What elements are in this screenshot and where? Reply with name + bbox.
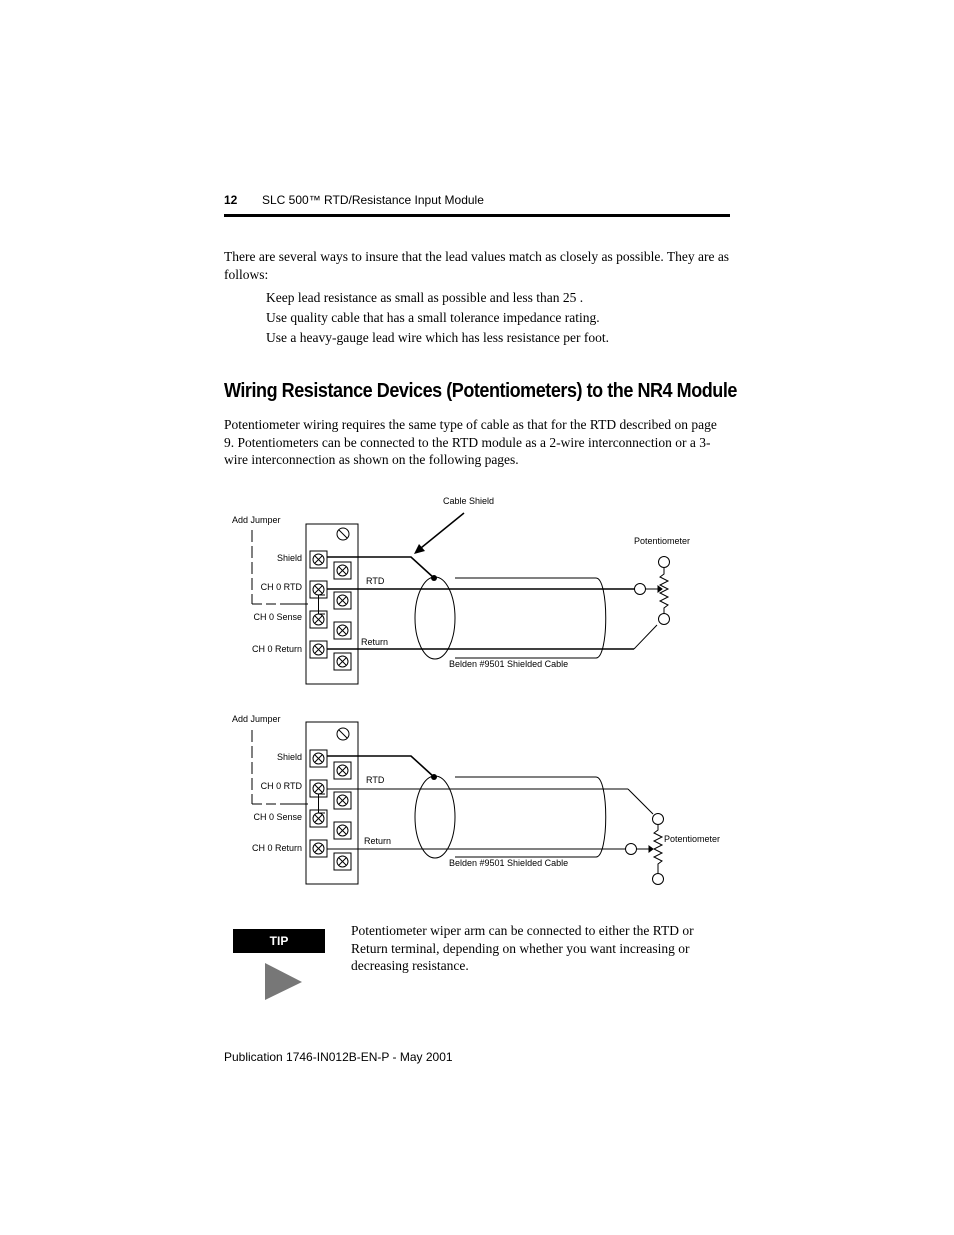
page-number: 12 bbox=[224, 193, 238, 207]
cable-label: Belden #9501 Shielded Cable bbox=[449, 858, 569, 868]
shield-junction bbox=[431, 774, 437, 780]
terminal-label-ch0-rtd: CH 0 RTD bbox=[260, 781, 302, 791]
cable-label: Belden #9501 Shielded Cable bbox=[449, 659, 569, 669]
publication-footer: Publication 1746-IN012B-EN-P - May 2001 bbox=[224, 1050, 453, 1064]
terminal-label-ch0-rtd: CH 0 RTD bbox=[260, 582, 302, 592]
wiring-diagram-2-wire bbox=[228, 494, 728, 694]
header-rule bbox=[224, 214, 730, 217]
terminal-block bbox=[306, 524, 358, 684]
cable-shield-label: Cable Shield bbox=[443, 496, 495, 506]
add-jumper-label: Add Jumper bbox=[232, 714, 281, 724]
add-jumper-label: Add Jumper bbox=[232, 515, 281, 525]
bullet-item: Keep lead resistance as small as possible and less than 25 . bbox=[266, 290, 584, 305]
tip-arrow-icon bbox=[265, 963, 303, 1001]
wire-label-rtd: RTD bbox=[366, 576, 385, 586]
bullet-item: Use a heavy-gauge lead wire which has less resistance per foot. bbox=[266, 330, 609, 345]
bullet-item: Use quality cable that has a small tolerance impedance rating. bbox=[266, 310, 600, 325]
section-paragraph: Potentiometer wiring requires the same type of cable as that for the RTD described on page 9. Potentiometers can be connected to the RTD module as a 2-wire interconnection or a 3-wire interconnection as shown on the following pages. bbox=[224, 417, 717, 467]
bullet-list bbox=[266, 288, 609, 348]
section-heading: Wiring Resistance Devices (Potentiometers) to the NR4 Module bbox=[224, 380, 737, 402]
wire-label-rtd: RTD bbox=[366, 775, 385, 785]
terminal-label-shield: Shield bbox=[276, 553, 302, 563]
tip-text: Potentiometer wiper arm can be connected to either the RTD or Return terminal, depending on whether you want increasing or decreasing resistance. bbox=[351, 923, 694, 973]
tip-badge: TIP bbox=[233, 929, 325, 953]
wiring-diagram-3-wire bbox=[228, 708, 728, 898]
shield-junction bbox=[431, 575, 437, 581]
terminal-label-ch0-sense: CH 0 Sense bbox=[253, 812, 302, 822]
running-header-title: SLC 500™ RTD/Resistance Input Module bbox=[262, 193, 484, 207]
terminal-block bbox=[306, 722, 358, 884]
intro-paragraph: There are several ways to insure that the lead values match as closely as possible. They are as follows: bbox=[224, 249, 730, 282]
terminal-label-ch0-return: CH 0 Return bbox=[251, 644, 302, 654]
terminal-label-shield: Shield bbox=[276, 752, 302, 762]
terminal-label-ch0-return: CH 0 Return bbox=[251, 843, 302, 853]
terminal-label-ch0-sense: CH 0 Sense bbox=[253, 612, 302, 622]
wire-label-return: Return bbox=[364, 836, 392, 846]
potentiometer-label: Potentiometer bbox=[664, 834, 721, 844]
wire-label-return: Return bbox=[361, 637, 389, 647]
potentiometer-label: Potentiometer bbox=[634, 536, 691, 546]
